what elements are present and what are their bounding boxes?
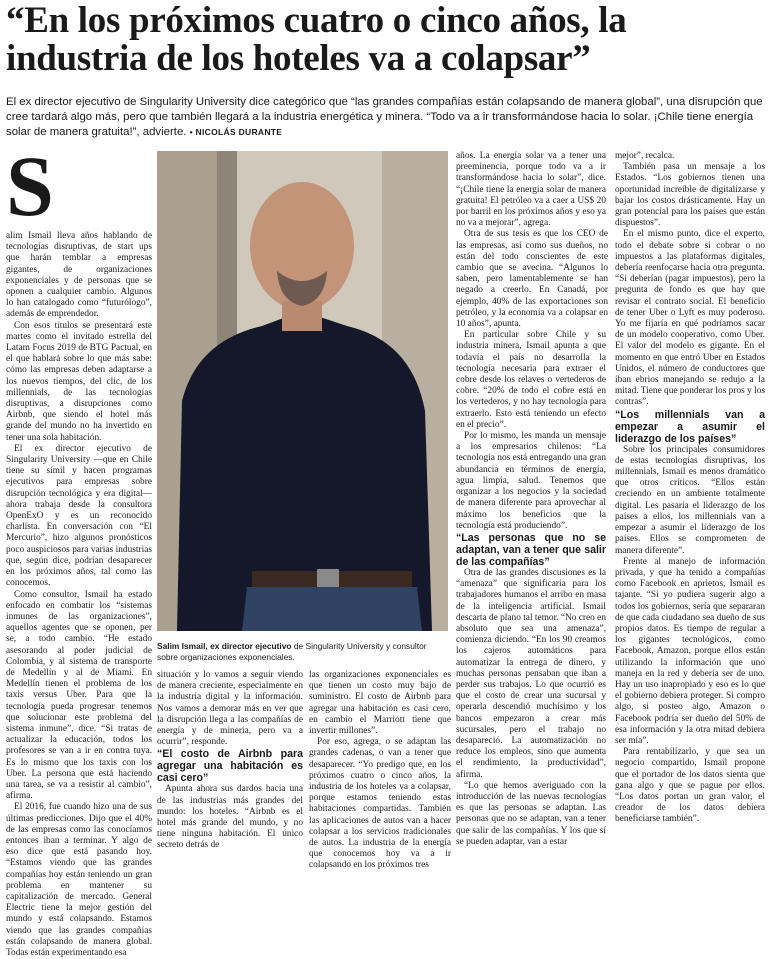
- paragraph: En particular sobre Chile y su industria minera, Ismail apunta a que todavía el país no desarrolla la tecnología necesaria para extraer el cobre desde los relaves o vertederos de cobre. “20% de todo el cobre está en los vertederos, y no hay tecnología para extraerlo. Esto está teniendo un efecto en el precio”.: [456, 330, 606, 430]
- subheading: “Los millennials van a empezar a asumir el liderazgo de los países”: [615, 408, 765, 445]
- article-column-1: [6, 138, 152, 958]
- paragraph: Sobre los principales consumidores de estas tecnologías disruptivas, los millennials, Ismail es menos dramático que otros críticos. “Ellos están creciendo en un ambiente totalmente digital. Les pasaría el liderazgo de los países a ellos, los millennials van a empezar a asumir el liderazgo de los países. Ellos se comprometen de manera diferente”.: [615, 444, 765, 556]
- paragraph: Como consultor, Ismail ha estado enfocado en combatir los “sistemas inmunes de las organizaciones”, aquellos agentes que se oponen, per se, a todo cambio. “He estado asesorando al poder judicial de Colombia, y al sistema de transporte de Medellín y al de Miami. En Medellín tienen el problema de los taxis versus Uber. Para que la tecnología pueda progresar tenemos que solucionar este problema del sistema inmune”, dice. “Si tratas de actualizar la educación, todos los profesores se van a ir en contra tuya. Es lo mismo que los taxis con los Uber. La persona que está haciendo una tarea, se va a resistir al cambio”, afirma.: [6, 589, 152, 802]
- portrait-photo: [157, 151, 448, 631]
- subheading: “El costo de Airbnb para agregar una habitación es casi cero”: [157, 748, 303, 785]
- paragraph: Frente al manejo de información privada, y que ha tenido a compañías como Facebook en aprietos, Ismail es tajante. “Si yo pudiera sugerir algo a todos los gobiernos, sería que separaran de que cada ciudadano sea dueño de sus propios datos. Es tiempo de regular a los gigantes tecnológicos, como Facebook, Amazon, porque ellos están utilizando la información que uno maneja en la red y debería ser de uno. Hay un uso inapropiado y eso es lo que el gobierno debiera proteger. Si compro algo, si posteo algo, Amazon o Facebook podría ser dueño del 50% de esa información y la otra mitad debiera ser mía”.: [615, 556, 765, 746]
- paragraph: Por eso, agrega, o se adaptan las grandes cadenas, o van a tener que desaparecer. “Yo predigo que, en los próximos cuatro o cinco años, la industria de los hoteles va a colapsar, porque estamos teniendo estas habitaciones compartidas. También las aplicaciones de autos van a hacer colapsar a los servicios tradicionales de autos. La industria de la energía que conocemos hoy va a ir colapsando en los próximos tres: [309, 737, 451, 871]
- paragraph: Apunta ahora sus dardos hacia una de las industrias más grandes del mundo: los hoteles. “Airbnb es el hotel más grande del mundo, y no tiene ninguna habitación. El único secreto detrás de: [157, 784, 303, 851]
- paragraph: En el mismo punto, dice el experto, todo el debate sobre si cobrar o no impuestos a las plataformas digitales, debería reenfocarse hacia otra pregunta. “Si deberían (pagar impuestos), pero la pregunta de fondo es que hay que revisar el contrato social. El beneficio de tener Uber o Lyft es muy poderoso. Yo me fijaría en qué podríamos sacar de un modelo cooperativo, como Uber. El valor del modelo es gigante. En el momento en que entró Uber en Estados Unidos, el número de conductores que iban ebrios manejando se redujo a la mitad. Tiene que ponderar los pros y los contras”.: [615, 229, 766, 408]
- paragraph: Otra de sus tesis es que los CEO de las empresas, así como sus dueños, no están del todo conscientes de este cambio que se avecina. “Algunos lo saben, pero lamentablemente se han negado a creerlo. En Canadá, por ejemplo, 40% de las exportaciones son petróleo, y la economía va a colapsar en 10 años”, apunta.: [456, 229, 608, 330]
- paragraph: años. La energía solar va a tener una preeminencia, porque todo va a ir transformándose hacia lo solar”, dice. “¡Chile tiene la energía solar de manera gratuita! El petróleo va a caer a US$ 20 por barril en los próximos años y eso ya no va a mejorar”, agrega.: [456, 151, 606, 229]
- portrait-illustration: [157, 151, 448, 631]
- article-column-3: [309, 670, 451, 871]
- paragraph: Otra de las grandes discusiones es la “amenaza” que significaría para los trabajadores humanos el arribo en masa de la inteligencia artificial. Ismail descarta de plano tal temor. “No creo en absoluto que sea una amenaza”, comienza diciendo. “En los 90 creamos los cajeros automáticos para automatizar la entrega de dinero, y muchas personas pensaban que iban a perder sus trabajos. Lo que ocurrió es que el costo de crear una sucursal y operarla descendió muchísimo y los bancos empezaron a crear más sucursales, pero el trabajo no desapareció. La automatización no reduce los empleos, sino que aumenta el rendimiento, la productividad”, afirma.: [456, 567, 606, 780]
- headline: “En los próximos cuatro o cinco años, la industria de los hoteles va a colapsar”: [6, 0, 627, 79]
- subheading: “Las personas que no se adaptan, van a tener que salir de las compañías”: [456, 531, 606, 568]
- deck: [6, 95, 764, 140]
- drop-cap: S: [6, 138, 54, 234]
- caption-bold: Salim Ismail, ex director ejecutivo: [157, 641, 292, 652]
- article-column-2: [157, 670, 303, 857]
- caption-text: de Singularity University y consultor sobre organizaciones exponenciales.: [157, 641, 427, 663]
- photo-caption: [157, 641, 448, 663]
- paragraph: situación y lo vamos a seguir viendo de manera creciente, especialmente en la industria digital y la información. Nos vamos a demorar más en ver que la disrupción llega a las compañías de energía y de minería, pero va a ocurrir”, responde.: [157, 670, 303, 748]
- paragraph: El 2016, fue cuando hizo una de sus últimas predicciones. Dijo que el 40% de las empresas como las conocíamos entonces iban a terminar. Y algo de eso dice que está pasando hoy. “Estamos viendo que las grandes compañías hoy están teniendo un gran problema en mantener su capitalización de mercado. General Electric tiene la mejor gestión del mundo y está colapsando. Estamos viendo que las grandes compañías están colapsando de manera global. Todas están experimentando esa: [6, 802, 152, 958]
- paragraph: Con esos títulos se presentará este martes como el invitado estrella del Latam Focus 2019 de BTG Pactual, en el que hablará sobre lo que más sabe: cómo las empresas deben adaptarse a los nuevos tiempos, del clic, de los millennials, de las tecnologías disruptivas, a disrupciones como Airbnb, que siendo el hotel más grande del mundo no ha invertido en tener una sola habitación.: [6, 320, 152, 443]
- paragraph: mejor”, recalca.: [615, 151, 675, 161]
- paragraph: Para rentabilizarlo, y que sea un negocio compartido, Ismail propone que el portador de los datos sienta que gana algo y que se pague por ellos. “Los datos portan un gran valor, el creador de los datos debiera beneficiarse también”.: [615, 747, 765, 825]
- article-column-4: [456, 151, 606, 857]
- paragraph: El ex director ejecutivo de Singularity University —que en Chile tiene su símil y hacen programas ejecutivos para empresas sobre disrupción tecnológica y era digital— ahora trabaja desde la consultora OpenExO y es un reconocido charlista. En conversación con “El Mercurio”, hizo algunos pronósticos poco auspiciosos para varias industrias que, según dice, podrían desaparecer en los próximos años, tal como las conocemos.: [6, 443, 152, 589]
- deck-text: El ex director ejecutivo de Singularity University dice categórico que “las grandes compañías están colapsando de manera global”, una disrupción que cree tardará algo más, pero que también llegará a la industria energética y minera. “Todo va a ir transformándose hacia lo solar. ¡Chile tiene energía solar de manera gratuita!”, advierte.: [6, 96, 763, 138]
- paragraph: alim Ismail lleva años hablando de tecnologías disruptivas, de start ups que harán temblar a empresas gigantes, de organizaciones exponenciales y de personas que se oponen a cualquier cambio. Algunos lo han catalogado como “futurólogo”, además de emprendedor.: [6, 231, 152, 320]
- paragraph: “Lo que hemos averiguado con la introducción de las nuevas tecnologías es que las personas se adaptan. Las personas que no se adaptan, van a tener que salir de las compañías. Y los que sí se pueden adaptar, van a estar: [456, 780, 606, 847]
- author-byline: • NICOLÁS DURANTE: [189, 127, 283, 137]
- article-column-5: [615, 151, 765, 857]
- paragraph: Por lo mismo, les manda un mensaje a los empresarios chilenos: “La tecnología nos está entregando una gran abundancia en términos de energía, agua limpia, salud. Tenemos que organizar a los negocios y la sociedad de manera diferente para aprovechar al máximo los beneficios que la tecnología está produciendo”.: [456, 431, 606, 531]
- paragraph: También pasa un mensaje a los Estados. “Los gobiernos tienen una oportunidad increíble de digitalizarse y bajar los costos drásticamente. Hay un gran potencial para los países que están dispuestos”.: [615, 162, 765, 229]
- paragraph: las organizaciones exponenciales es que tienen un costo muy bajo de suministro. El costo de Airbnb para agregar una habitación es casi cero, en cambio el Marriott tiene que invertir millones”.: [309, 670, 451, 737]
